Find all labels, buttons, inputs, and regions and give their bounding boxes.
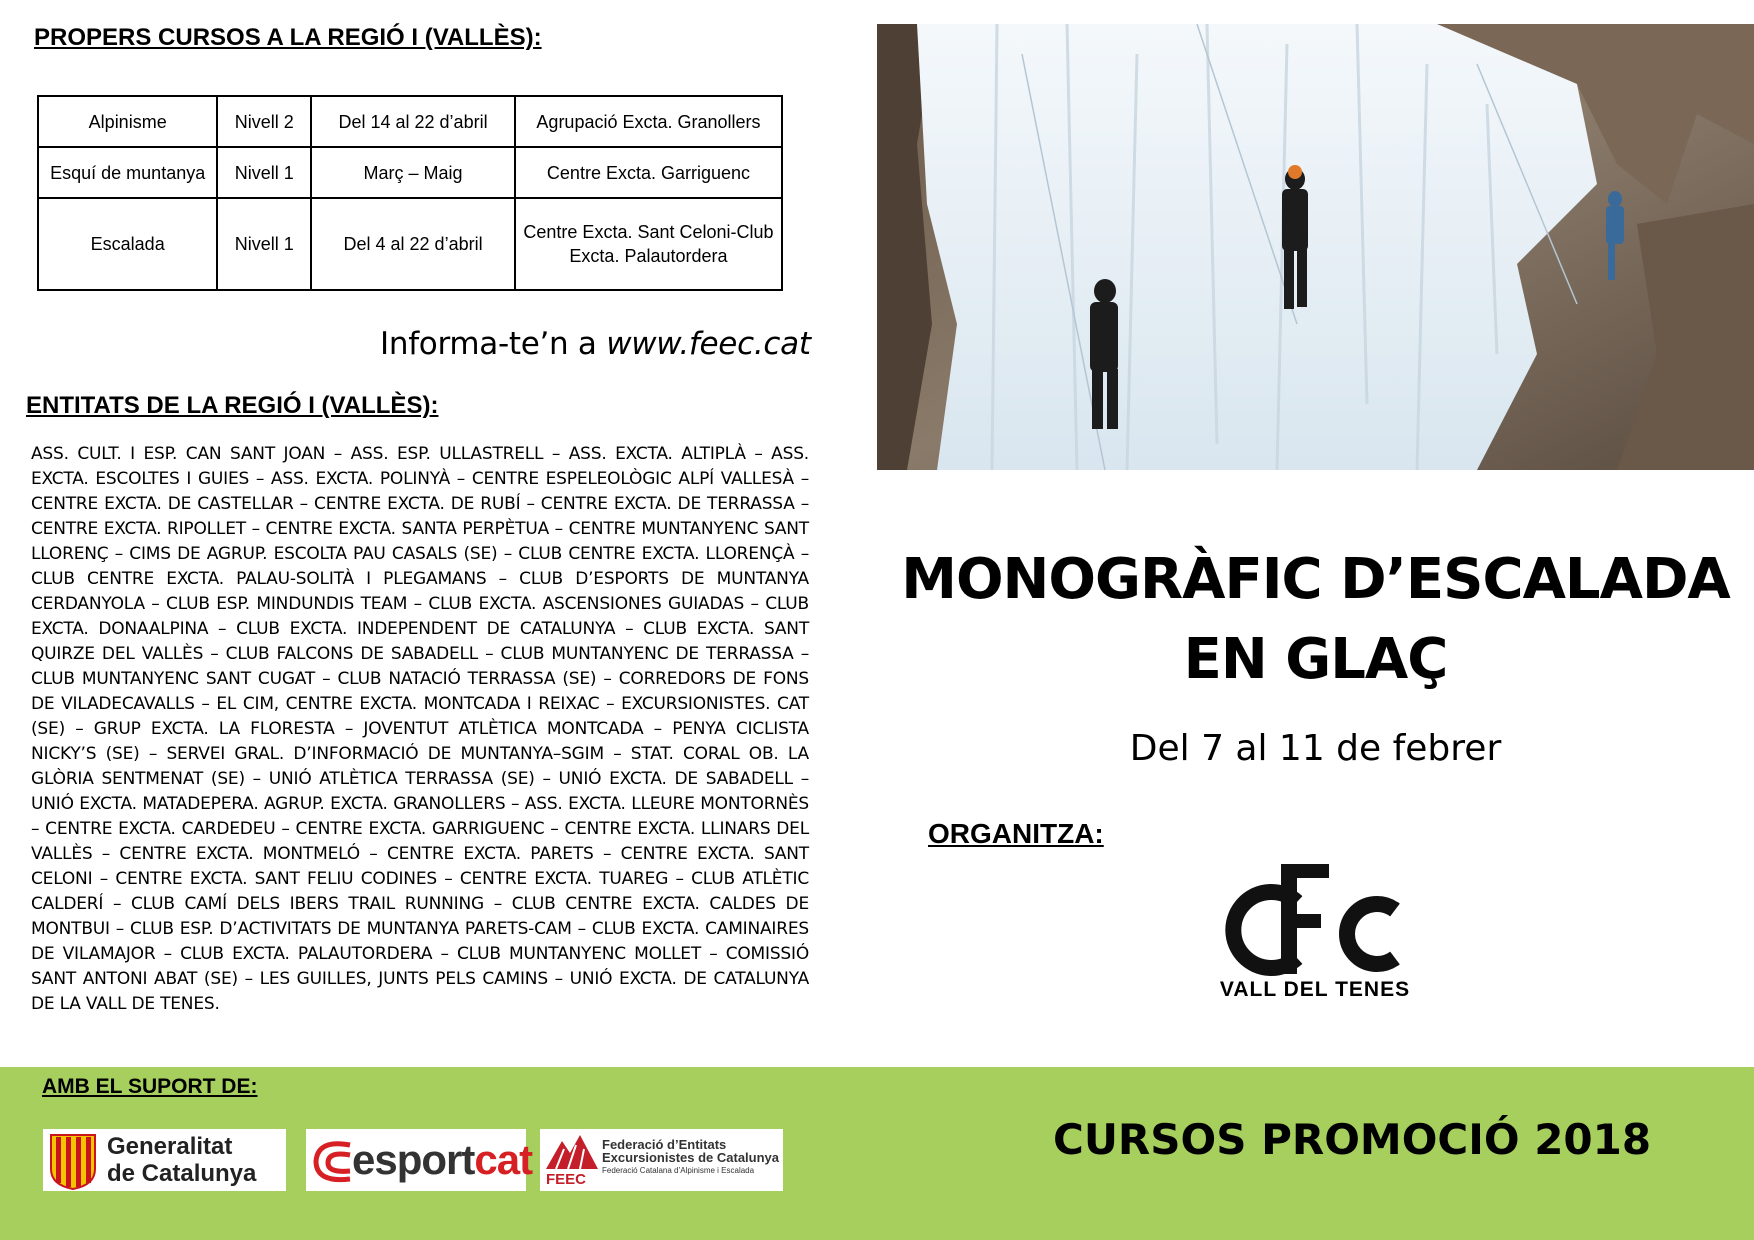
- feec-website-link[interactable]: www.feec.cat: [606, 326, 811, 362]
- suport-heading: AMB EL SUPORT DE:: [42, 1075, 258, 1098]
- course-entity: Centre Excta. Garriguenc: [515, 147, 782, 198]
- feec-logo: [540, 1129, 783, 1191]
- generalitat-shield-icon: [45, 1129, 101, 1191]
- esport-word: esport: [352, 1136, 475, 1183]
- table-row: [38, 198, 782, 290]
- esportcat-logo: [306, 1129, 533, 1191]
- title-line-1: MONOGRÀFIC D’ESCALADA: [901, 547, 1730, 612]
- generalitat-text: [107, 1133, 256, 1187]
- entitats-list: ASS. CULT. I ESP. CAN SANT JOAN – ASS. ESP. ULLASTRELL – ASS. EXCTA. ALTIPLÀ – ASS. EXCTA. ESCOLTES I GUIES – ASS. EXCTA. POLINYÀ – CENTRE ESPELEOLÒGIC ALPÍ VALLESÀ – CENTRE EXCTA. DE CASTELLAR – CENTRE EXCTA. DE RUBÍ – CENTRE EXCTA. DE TERRASSA – CENTRE EXCTA. RIPOLLET – CENTRE EXCTA. SANTA PERPÈTUA – CENTRE MUNTANYENC SANT LLORENÇ – CIMS DE AGRUP. ESCOLTA PAU CASALS (SE) – CLUB CENTRE EXCTA. LLORENÇÀ – CLUB CENTRE EXCTA. PALAU-SOLITÀ I PLEGAMANS – CLUB D’ESPORTS DE MUNTANYA CERDANYOLA – CLUB ESP. MINDUNDIS TEAM – CLUB EXCTA. ASCENSIONES GUIADAS – CLUB EXCTA. DONAALPINA – CLUB EXCTA. INDEPENDENT DE CATALUNYA – CLUB EXCTA. SANT QUIRZE DEL VALLÈS – CLUB FALCONS DE SABADELL – CLUB MUNTANYENC DE TERRASSA – CLUB MUNTANYENC SANT CUGAT – CLUB NATACIÓ TERRASSA (SE) – CORREDORS DE FONS DE VILADECAVALLS – EL CIM, CENTRE EXCTA. MONTCADA I REIXAC – EXCURSIONISTES. CAT (SE) – GRUP EXCTA. LA FLORESTA – JOVENTUT ATLÈTICA MONTCADA – PENYA CICLISTA NICKY’S (SE) – SERVEI GRAL. D’INFORMACIÓ DE MUNTANYA–SGIM – STAT. CORAL OB. LA GLÒRIA SENTMENAT (SE) – UNIÓ ATLÈTICA TERRASSA (SE) – UNIÓ EXCTA. DE SABADELL – UNIÓ EXCTA. MATADEPERA. AGRUP. EXCTA. GRANOLLERS – ASS. EXCTA. LLEURE MONTORNÈS – CENTRE EXCTA. CARDEDEU – CENTRE EXCTA. GARRIGUENC – CENTRE EXCTA. LLINARS DEL VALLÈS – CENTRE EXCTA. MONTMELÓ – CENTRE EXCTA. PARETS – CENTRE EXCTA. SANT CELONI – CENTRE EXCTA. SANT FELIU CODINES – CENTRE EXCTA. TUAREG – CLUB ATLÈTIC CALDERÍ – CLUB CAMÍ DELS IBERS TRAIL RUNNING – CLUB CENTRE EXCTA. CALDES DE MONTBUI – CLUB ESP. D’ACTIVITATS DE MUNTANYA PARETS-CAM – CLUB EXCTA. CAMINAIRES DE VILAMAJOR – CLUB EXCTA. PALAUTORDERA – CLUB MUNTANYENC MOLLET – COMISSIÓ SANT ANTONI ABAT (SE) – LES GUILLES, JUNTS PELS CAMINS – UNIÓ EXCTA. DE CATALUNYA DE LA VALL DE TENES.: [31, 444, 809, 1014]
- course-dates: Del 4 al 22 d’abril: [311, 198, 515, 290]
- ice-climbing-photo: [877, 24, 1754, 470]
- feec-mountain-icon: [544, 1131, 600, 1171]
- course-dates: Del 14 al 22 d’abril: [311, 96, 515, 147]
- event-dates: Del 7 al 11 de febrer: [1129, 728, 1502, 769]
- course-activity: Esquí de muntanya: [38, 147, 217, 198]
- title-line-2: EN GLAÇ: [1183, 627, 1448, 692]
- course-activity: Alpinisme: [38, 96, 217, 147]
- vall-del-tenes-label: VALL DEL TENES: [1219, 978, 1411, 1001]
- generalitat-line-2: de Catalunya: [107, 1160, 257, 1187]
- course-dates: Març – Maig: [311, 147, 515, 198]
- cursos-promocio-banner: CURSOS PROMOCIÓ 2018: [1053, 1115, 1652, 1164]
- main-title: [877, 540, 1754, 700]
- course-activity: Escalada: [38, 198, 217, 290]
- courses-table: [37, 95, 783, 291]
- generalitat-logo: [43, 1129, 286, 1191]
- course-level: Nivell 1: [217, 147, 311, 198]
- course-entity: Centre Excta. Sant Celoni-Club Excta. Palautordera: [515, 198, 782, 290]
- table-row: [38, 96, 782, 147]
- course-entity: Agrupació Excta. Granollers: [515, 96, 782, 147]
- feec-line-1: Federació d’Entitats: [602, 1137, 727, 1152]
- feec-acronym: FEEC: [546, 1171, 587, 1188]
- footer-band: [0, 1067, 1754, 1240]
- informa-prefix: Informa-te’n a: [380, 326, 607, 362]
- organitza-heading: ORGANITZA:: [928, 818, 1104, 849]
- informa-line: [380, 326, 811, 362]
- entitats-heading: ENTITATS DE LA REGIÓ I (VALLÈS):: [26, 392, 439, 419]
- esportcat-text: [352, 1137, 532, 1183]
- feec-text: [602, 1138, 779, 1177]
- propers-cursos-heading: PROPERS CURSOS A LA REGIÓ I (VALLÈS):: [34, 24, 542, 51]
- table-row: [38, 147, 782, 198]
- course-level: Nivell 2: [217, 96, 311, 147]
- esportcat-swirl-icon: [310, 1133, 354, 1189]
- course-level: Nivell 1: [217, 198, 311, 290]
- feec-line-3: Federació Catalana d’Alpinisme i Escalada: [602, 1166, 755, 1175]
- feec-line-2: Excursionistes de Catalunya: [602, 1150, 780, 1165]
- generalitat-line-1: Generalitat: [107, 1133, 233, 1160]
- cat-word: cat: [474, 1136, 533, 1183]
